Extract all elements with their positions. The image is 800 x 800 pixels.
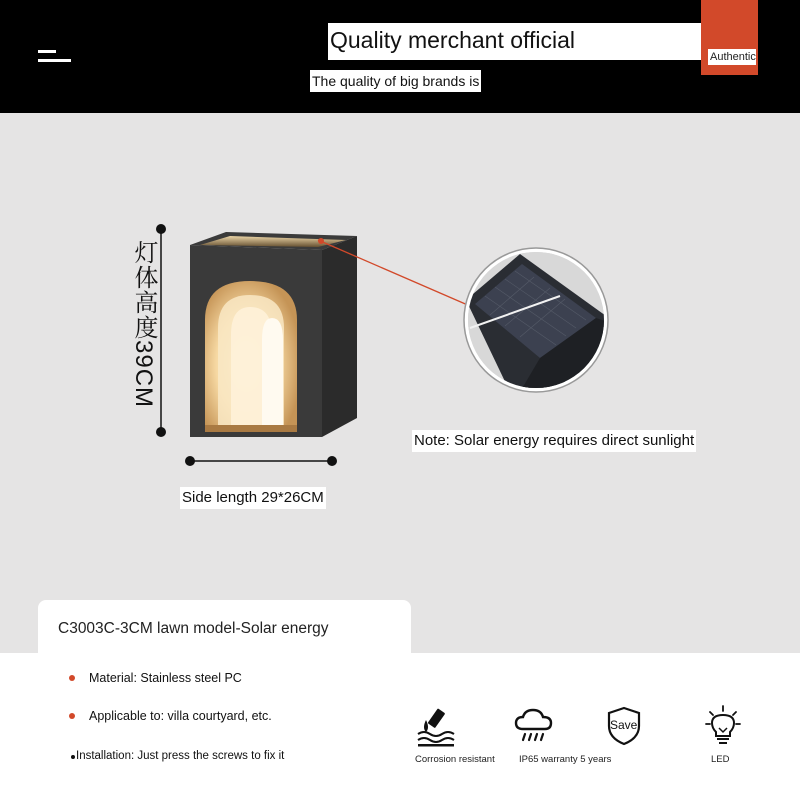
- page-subtitle: The quality of big brands is: [310, 70, 481, 92]
- header-bar: [0, 0, 800, 113]
- bullet-dot: [69, 675, 75, 681]
- page-title: Quality merchant official: [330, 27, 576, 53]
- height-label: 灯体高度39CM: [130, 240, 157, 409]
- spec-installation: Installation: Just press the screws to fix it: [76, 750, 285, 762]
- leader-dot: [318, 238, 324, 244]
- model-card: [38, 600, 411, 660]
- solar-panel-zoom: [460, 245, 620, 405]
- model-title: C3003C-3CM lawn model-Solar energy: [58, 620, 329, 637]
- feature-label-corrosion: Corrosion resistant: [415, 754, 495, 765]
- authentic-badge: Authentic: [710, 51, 756, 63]
- spec-material: Material: Stainless steel PC: [89, 671, 242, 685]
- side-length-label: Side length 29*26CM: [180, 487, 326, 509]
- bullet-dot: [69, 713, 75, 719]
- bullet-dot: [71, 755, 75, 759]
- title-box: [328, 23, 750, 60]
- rain-cloud-icon: [513, 707, 555, 745]
- light-bulb-icon: [703, 704, 743, 748]
- shield-save-text: Save: [610, 718, 638, 732]
- feature-label-ip65: IP65 warranty 5 years: [519, 754, 612, 765]
- hamburger-menu-icon[interactable]: [38, 50, 72, 64]
- spec-applicable: Applicable to: villa courtyard, etc.: [89, 709, 272, 723]
- sunlight-note: Note: Solar energy requires direct sunlight: [412, 430, 696, 452]
- lamp-body: [190, 232, 357, 437]
- width-dimension: [185, 456, 337, 466]
- corrosion-resistant-icon: [414, 706, 458, 748]
- leader-line: [318, 240, 470, 306]
- feature-label-led: LED: [711, 754, 730, 765]
- height-dimension: [156, 224, 166, 437]
